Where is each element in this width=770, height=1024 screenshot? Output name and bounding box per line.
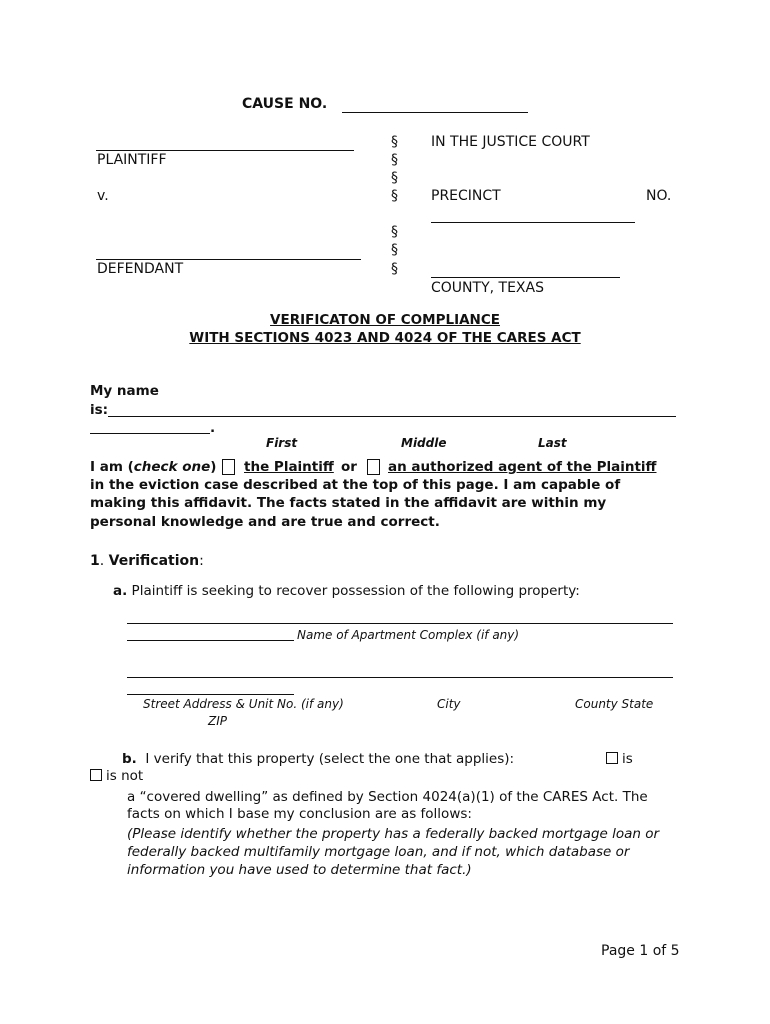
address-blank-line2[interactable]: [127, 694, 294, 695]
option-is-not[interactable]: is not: [90, 768, 143, 784]
role-statement: I am (check one): [90, 459, 217, 475]
apartment-caption: Name of Apartment Complex (if any): [297, 628, 520, 642]
option-plaintiff-label: the Plaintiff: [244, 459, 334, 475]
street-caption: Street Address & Unit No. (if any): [143, 697, 344, 711]
page-number: Page 1 of 5: [601, 943, 680, 959]
apartment-blank-line2[interactable]: [127, 640, 294, 641]
role-body-line3: personal knowledge and are true and correct.: [90, 514, 440, 530]
section-symbol: §: [391, 224, 398, 240]
option-agent-label: an authorized agent of the Plaintiff: [388, 459, 657, 475]
or-label: or: [341, 459, 357, 475]
county-label: COUNTY, TEXAS: [431, 280, 544, 296]
defendant-name-blank[interactable]: [96, 259, 361, 260]
option-is[interactable]: is: [606, 751, 633, 767]
document-title-line1: VERIFICATON OF COMPLIANCE: [270, 312, 500, 328]
agent-checkbox[interactable]: [367, 459, 380, 475]
first-name-caption: First: [266, 436, 298, 450]
role-body-line1: in the eviction case described at the top of this page. I am capable of: [90, 477, 621, 493]
b-body-line2: facts on which I base my conclusion are as follows:: [127, 806, 472, 822]
section-symbol: §: [391, 170, 398, 186]
address-blank-line1[interactable]: [127, 677, 673, 678]
item-a: a. Plaintiff is seeking to recover possession of the following property:: [113, 583, 580, 599]
instruction-line1: (Please identify whether the property has a federally backed mortgage loan or: [127, 826, 660, 842]
plaintiff-name-blank[interactable]: [96, 150, 354, 151]
is-not-checkbox[interactable]: [90, 769, 102, 781]
precinct-label: PRECINCT: [431, 188, 501, 204]
cause-number-blank[interactable]: [342, 112, 528, 113]
zip-caption: ZIP: [208, 714, 227, 728]
is-checkbox[interactable]: [606, 752, 618, 764]
cause-label: CAUSE NO.: [242, 96, 328, 112]
b-body-line1: a “covered dwelling” as defined by Section 4024(a)(1) of the CARES Act. The: [127, 789, 648, 805]
apartment-blank-line1[interactable]: [127, 623, 673, 624]
item-b: b. I verify that this property (select the one that applies):: [122, 751, 515, 767]
court-name: IN THE JUSTICE COURT: [431, 134, 590, 150]
county-name-blank[interactable]: [431, 277, 620, 278]
section-symbol: §: [391, 134, 398, 150]
section-symbol: §: [391, 242, 398, 258]
defendant-label: DEFENDANT: [97, 261, 184, 277]
section-symbol: §: [391, 188, 398, 204]
instruction-line3: information you have used to determine that fact.): [127, 862, 472, 878]
document-title-line2: WITH SECTIONS 4023 AND 4024 OF THE CARES ACT: [189, 330, 581, 346]
versus-label: v.: [97, 188, 109, 204]
precinct-number-blank[interactable]: [431, 222, 635, 223]
number-label: NO.: [646, 188, 672, 204]
role-body-line2: making this affidavit. The facts stated in the affidavit are within my: [90, 495, 607, 511]
check-one-note: check one: [133, 459, 211, 475]
name-label: My name: [90, 383, 159, 399]
section-symbol: §: [391, 152, 398, 168]
plaintiff-checkbox[interactable]: [222, 459, 235, 475]
name-label-is: is:: [90, 402, 109, 418]
last-name-caption: Last: [538, 436, 567, 450]
name-blank[interactable]: [108, 416, 676, 417]
section-symbol: §: [391, 261, 398, 277]
middle-name-caption: Middle: [401, 436, 447, 450]
plaintiff-label: PLAINTIFF: [97, 152, 167, 168]
name-blank-continued[interactable]: [90, 433, 210, 434]
verification-heading: 1. Verification:: [90, 553, 204, 569]
instruction-line2: federally backed multifamily mortgage loan, and if not, which database or: [127, 844, 630, 860]
city-caption: City: [437, 697, 461, 711]
county-state-caption: County State: [575, 697, 654, 711]
